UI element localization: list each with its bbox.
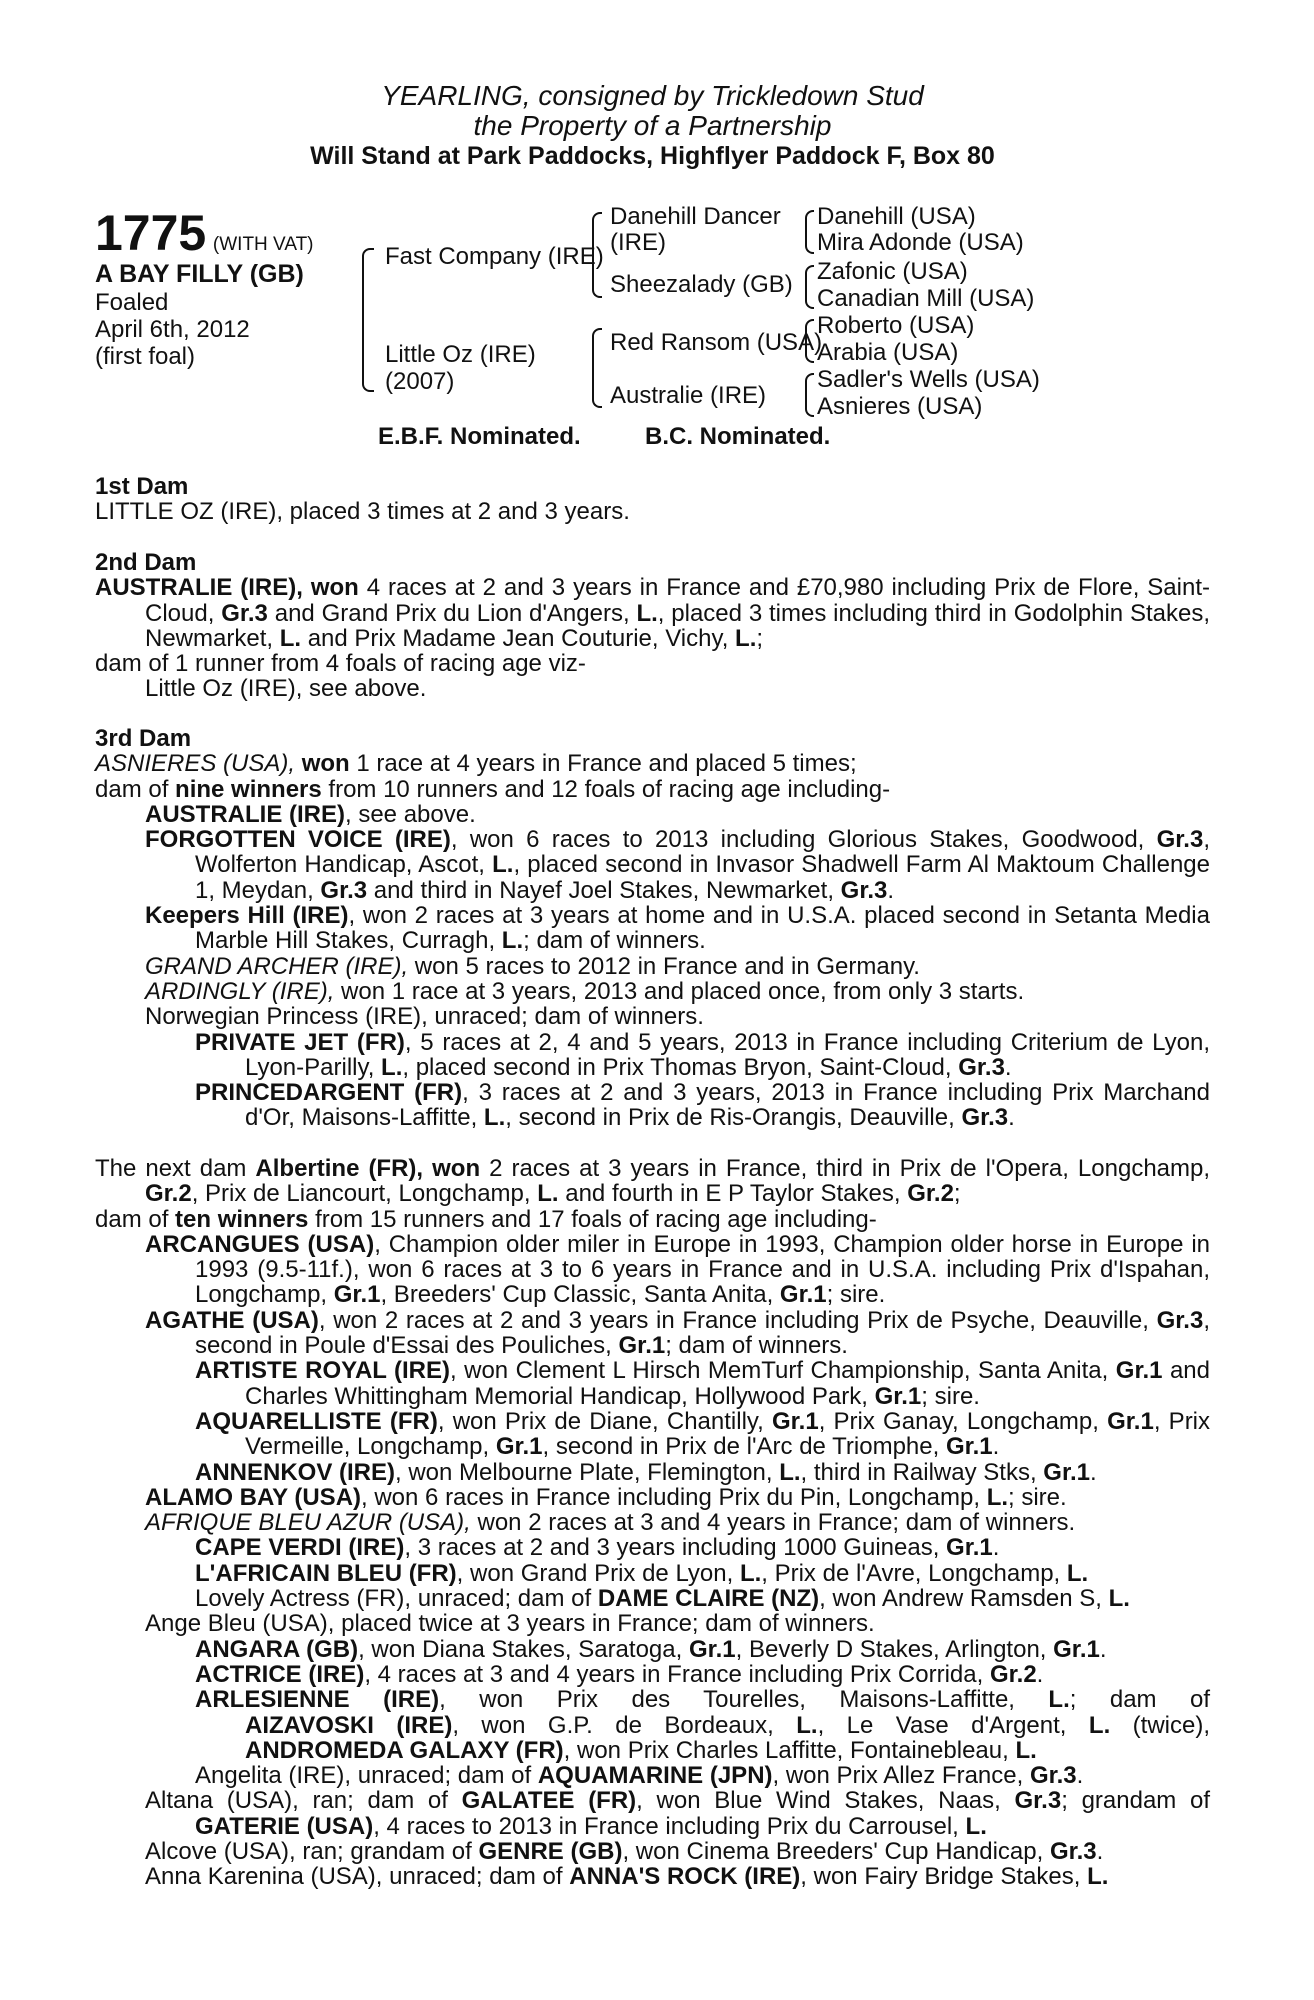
record-text: ; xyxy=(953,1180,961,1208)
listed-label: L. xyxy=(965,1812,987,1840)
record-text: . xyxy=(887,876,895,904)
foaled-date: April 6th, 2012 xyxy=(95,316,250,343)
record-text: , Breeders' Cup Classic, Santa Anita, xyxy=(380,1281,780,1309)
record-text: . xyxy=(992,1534,1000,1562)
dam-dam-name: Australie (IRE) xyxy=(610,382,767,409)
record-text: , see above. xyxy=(345,800,476,828)
record-text: , second in Poule d'Essai des Pouliches, xyxy=(195,1306,1210,1360)
lot-title: A BAY FILLY (GB) xyxy=(95,260,304,288)
listed-label: L. xyxy=(279,624,302,652)
record-text: , placed second in Invasor Shadwell Farm Al Maktoum Challenge 1, Meydan, xyxy=(195,851,1210,904)
grade-label: Gr.1 xyxy=(779,1281,827,1309)
produce-entry xyxy=(95,954,1210,979)
grade-label: Gr.1 xyxy=(1053,1635,1100,1663)
horse-name: DAME CLAIRE (NZ) xyxy=(597,1585,820,1613)
listed-label: L. xyxy=(739,1559,762,1587)
grade-label: Gr.1 xyxy=(1107,1407,1154,1435)
horse-name: AQUAMARINE (JPN) xyxy=(537,1762,773,1790)
second-dam-record xyxy=(95,575,1210,651)
record-text: , Prix de l'Avre, Longchamp, xyxy=(761,1559,1067,1587)
grade-label: Gr.3 xyxy=(961,1104,1009,1132)
listed-label: L. xyxy=(986,1483,1009,1511)
record-text: Angelita (IRE), unraced; dam of xyxy=(195,1762,538,1790)
produce-entry xyxy=(95,1713,1210,1738)
produce-entry xyxy=(95,1864,1210,1889)
record-text: ; sire. xyxy=(1008,1483,1067,1511)
pedigree-g2: Mira Adonde (USA) xyxy=(817,229,1024,256)
horse-name: ASNIERES (USA), xyxy=(95,750,296,778)
won-label: won xyxy=(310,574,359,602)
record-text: , 4 races to 2013 in France including Prix du Carrousel, xyxy=(373,1812,966,1840)
record-text: , 3 races at 2 and 3 years, 2013 in France including Prix Marchand d'Or, Maisons-Laffitte, xyxy=(245,1079,1210,1132)
produce-entry xyxy=(95,903,1210,954)
horse-name: ANGARA (GB) xyxy=(195,1635,359,1663)
dam-year: (2007) xyxy=(385,368,455,395)
pedigree-g5: Roberto (USA) xyxy=(817,312,975,339)
record-text: from 10 runners and 12 foals of racing age including- xyxy=(321,775,891,803)
horse-name: AFRIQUE BLEU AZUR (USA), xyxy=(145,1509,471,1537)
consignor-line: YEARLING, consigned by Trickledown Stud xyxy=(381,80,924,111)
third-dam-record xyxy=(95,751,1210,776)
listed-label: L. xyxy=(735,624,757,652)
horse-name: ANNENKOV (IRE) xyxy=(195,1458,396,1486)
produce-entry xyxy=(95,1738,1210,1763)
pedigree-g7: Sadler's Wells (USA) xyxy=(817,366,1040,393)
next-dam-produce xyxy=(95,1207,1210,1232)
grade-label: Gr.3 xyxy=(1156,826,1204,854)
dam-sire-name: Red Ransom (USA) xyxy=(610,329,823,356)
third-dam-produce xyxy=(95,777,1210,802)
produce-entry xyxy=(95,1510,1210,1535)
record-text: , won 6 races in France including Prix du Pin, Longchamp, xyxy=(361,1483,987,1511)
record-text: , won 6 races to 2013 including Glorious Stakes, Goodwood, xyxy=(450,826,1157,854)
pedigree-brace-dam xyxy=(592,328,602,408)
horse-name: ANDROMEDA GALAXY (FR) xyxy=(245,1736,564,1764)
grade-label: Gr.1 xyxy=(1115,1357,1163,1385)
produce-entry xyxy=(95,1409,1210,1460)
produce-entry xyxy=(95,802,1210,827)
first-dam-section xyxy=(95,474,1210,525)
record-text: , won Cinema Breeders' Cup Handicap, xyxy=(622,1838,1050,1866)
pedigree-brace-sire xyxy=(592,212,602,298)
record-text: , won 2 races at 3 years at home and in U.S.A. placed second in Setanta Media Marble Hill Stakes, Curragh, xyxy=(195,902,1210,955)
horse-name: FORGOTTEN VOICE (IRE) xyxy=(145,826,451,854)
record-text: , second in Prix de l'Arc de Triomphe, xyxy=(542,1433,946,1461)
second-dam-heading: 2nd Dam xyxy=(95,549,197,576)
second-dam-child: Little Oz (IRE), see above. xyxy=(145,675,427,703)
record-text: and Grand Prix du Lion d'Angers, xyxy=(267,599,637,627)
sire-sire-name: Danehill Dancer xyxy=(610,203,781,230)
first-foal-note: (first foal) xyxy=(95,343,196,370)
grade-label: Gr.3 xyxy=(1014,1787,1062,1815)
record-text: won 2 races at 3 and 4 years in France; dam of winners. xyxy=(470,1509,1076,1537)
grade-label: Gr.1 xyxy=(771,1407,819,1435)
grade-label: Gr.3 xyxy=(1029,1762,1077,1790)
horse-name: GALATEE (FR) xyxy=(461,1787,637,1815)
record-text: ; grandam of xyxy=(1061,1787,1211,1815)
pedigree-g3: Zafonic (USA) xyxy=(817,258,968,285)
record-text: , placed second in Prix Thomas Bryon, Saint-Cloud, xyxy=(402,1053,959,1081)
next-dam-record xyxy=(95,1156,1210,1207)
record-text: dam of xyxy=(95,1205,176,1233)
record-text: Alcove (USA), ran; grandam of xyxy=(145,1838,479,1866)
second-dam-section xyxy=(95,550,1210,702)
horse-name: CAPE VERDI (IRE) xyxy=(195,1534,405,1562)
record-text: and Prix Madame Jean Couturie, Vichy, xyxy=(301,624,736,652)
produce-entry xyxy=(95,1814,1210,1839)
horse-name: ALAMO BAY (USA) xyxy=(145,1483,362,1511)
horse-name: GENRE (GB) xyxy=(478,1838,623,1866)
property-line: the Property of a Partnership xyxy=(473,110,832,141)
produce-entry xyxy=(95,1080,1210,1131)
listed-label: L. xyxy=(1048,1686,1070,1714)
sire-name: Fast Company (IRE) xyxy=(385,243,604,270)
sire-sire-country: (IRE) xyxy=(610,229,666,256)
pedigree-brace-g1 xyxy=(805,210,814,254)
record-text: , Beverly D Stakes, Arlington, xyxy=(735,1635,1054,1663)
pedigree-g8: Asnieres (USA) xyxy=(817,393,983,420)
listed-label: L. xyxy=(1015,1736,1037,1764)
record-text: and fourth in E P Taylor Stakes, xyxy=(558,1180,908,1208)
won-label: won xyxy=(432,1155,481,1182)
pedigree-g6: Arabia (USA) xyxy=(817,339,959,366)
produce-entry xyxy=(95,1586,1210,1611)
produce-entry xyxy=(95,1839,1210,1864)
record-text: , won Fairy Bridge Stakes, xyxy=(800,1863,1088,1891)
listed-label: L. xyxy=(1087,1863,1109,1891)
produce-entry xyxy=(95,1232,1210,1308)
produce-entry xyxy=(95,1763,1210,1788)
record-text: and third in Nayef Joel Stakes, Newmarket, xyxy=(367,876,841,904)
grade-label: Gr.3 xyxy=(958,1053,1005,1081)
record-text: . xyxy=(1004,1053,1012,1081)
grade-label: Gr.3 xyxy=(320,876,368,904)
horse-name: ARDINGLY (IRE), xyxy=(145,977,335,1005)
grade-label: Gr.1 xyxy=(333,1281,381,1309)
horse-name: ARCANGUES (USA) xyxy=(145,1230,375,1258)
record-text: . xyxy=(1090,1458,1097,1486)
grade-label: Gr.1 xyxy=(1043,1458,1090,1486)
record-text: 2 races at 3 years in France, third in Prix de l'Opera, Longchamp, xyxy=(480,1155,1211,1182)
record-text: (twice), xyxy=(1110,1711,1211,1739)
grade-label: Gr.3 xyxy=(1049,1838,1097,1866)
listed-label: L. xyxy=(1108,1585,1130,1613)
record-text: . xyxy=(1096,1838,1104,1866)
horse-name: AQUARELLISTE (FR) xyxy=(195,1407,438,1435)
lot-number: 1775 xyxy=(95,205,207,261)
third-dam-heading: 3rd Dam xyxy=(95,725,192,752)
produce-entry xyxy=(95,1358,1210,1409)
record-text: , won Blue Wind Stakes, Naas, xyxy=(636,1787,1015,1815)
record-text: . xyxy=(1036,1660,1044,1688)
record-text: , won Grand Prix de Lyon, xyxy=(456,1559,740,1587)
horse-name: ANNA'S ROCK (IRE) xyxy=(569,1863,801,1891)
grade-label: Gr.1 xyxy=(688,1635,736,1663)
record-text: , Prix de Liancourt, Longchamp, xyxy=(191,1180,538,1208)
grade-label: Gr.3 xyxy=(1156,1306,1204,1334)
grade-label: Gr.3 xyxy=(840,876,888,904)
grade-label: Gr.3 xyxy=(221,599,268,627)
record-text: 4 races at 2 and 3 years in France and £70,980 including Prix de Flore, Saint-Cloud, xyxy=(145,574,1210,627)
listed-label: L. xyxy=(381,1053,403,1081)
record-text: ; dam of winners. xyxy=(523,927,706,955)
produce-entry: Norwegian Princess (IRE), unraced; dam of winners. xyxy=(145,1003,704,1031)
foaled-label: Foaled xyxy=(95,289,169,316)
horse-name: AUSTRALIE (IRE) xyxy=(145,800,345,828)
record-text: , won Andrew Ramsden S, xyxy=(819,1585,1109,1613)
record-text: , Prix Ganay, Longchamp, xyxy=(818,1407,1108,1435)
listed-label: L. xyxy=(796,1711,818,1739)
next-dam-section xyxy=(95,1156,1210,1890)
record-text: , won Prix de Diane, Chantilly, xyxy=(437,1407,772,1435)
horse-name: PRIVATE JET (FR) xyxy=(195,1028,405,1056)
pedigree-brace-g2 xyxy=(805,265,814,309)
record-text: ; dam of winners. xyxy=(665,1332,848,1360)
first-dam-text: LITTLE OZ (IRE), placed 3 times at 2 and 3 years. xyxy=(95,498,630,526)
sire-dam-name: Sheezalady (GB) xyxy=(610,271,793,298)
record-text: 1 race at 4 years in France and placed 5 times; xyxy=(349,750,857,778)
pedigree-brace-g3 xyxy=(805,319,814,363)
dam-name: Little Oz (IRE) xyxy=(385,341,536,368)
won-label: won xyxy=(301,750,350,778)
produce-entry xyxy=(95,1637,1210,1662)
record-text: . xyxy=(1099,1635,1107,1663)
record-text: , 3 races at 2 and 3 years including 1000 Guineas, xyxy=(404,1534,947,1562)
record-text: , won 2 races at 2 and 3 years in France including Prix de Psyche, Deauville, xyxy=(318,1306,1157,1334)
record-text: The next dam xyxy=(95,1155,256,1182)
record-text: from 15 runners and 17 foals of racing age including- xyxy=(308,1205,877,1233)
record-text: , placed 3 times including third in Godolphin Stakes, Newmarket, xyxy=(145,599,1210,652)
grade-label: Gr.1 xyxy=(874,1382,922,1410)
record-text: , Champion older miler in Europe in 1993, Champion older horse in Europe in 1993 (9.5-11f.), won 6 races at 3 to 6 years in France and in U.S.A. including Prix d'Ispahan, Longchamp, xyxy=(195,1230,1211,1309)
pedigree-brace-g4 xyxy=(805,373,814,417)
produce-entry xyxy=(95,1030,1210,1081)
record-text: , won G.P. de Bordeaux, xyxy=(452,1711,797,1739)
lot-number-line xyxy=(95,205,314,261)
record-text: ; dam of xyxy=(1069,1686,1210,1714)
horse-name: AIZAVOSKI (IRE) xyxy=(245,1711,453,1739)
record-text: and Charles Whittingham Memorial Handicap, Hollywood Park, xyxy=(245,1357,1211,1410)
horse-name: PRINCEDARGENT (FR) xyxy=(195,1079,463,1107)
grade-label: Gr.2 xyxy=(989,1660,1037,1688)
produce-entry: Ange Bleu (USA), placed twice at 3 years in France; dam of winners. xyxy=(145,1610,875,1638)
pedigree-g4: Canadian Mill (USA) xyxy=(817,285,1035,312)
listed-label: L. xyxy=(1088,1711,1111,1739)
bc-nominated: B.C. Nominated. xyxy=(645,423,831,450)
listed-label: L. xyxy=(1066,1559,1089,1587)
record-text: . xyxy=(1008,1104,1015,1132)
record-text: . xyxy=(992,1433,1000,1461)
winners-count: nine winners xyxy=(175,775,322,803)
grade-label: Gr.1 xyxy=(495,1433,543,1461)
produce-entry xyxy=(95,979,1210,1004)
produce-entry xyxy=(95,1460,1210,1485)
listed-label: L. xyxy=(636,599,658,627)
record-text: won 5 races to 2012 in France and in Germany. xyxy=(408,952,920,980)
second-dam-produce: dam of 1 runner from 4 foals of racing age viz- xyxy=(95,650,586,678)
horse-name: GRAND ARCHER (IRE), xyxy=(145,952,409,980)
record-text: Anna Karenina (USA), unraced; dam of xyxy=(145,1863,570,1891)
record-text: , won Clement L Hirsch MemTurf Championship, Santa Anita, xyxy=(449,1357,1116,1385)
produce-entry xyxy=(95,1687,1210,1712)
first-dam-heading: 1st Dam xyxy=(95,473,189,500)
horse-name: Albertine (FR), xyxy=(255,1155,424,1182)
record-text: , won Prix des Tourelles, Maisons-Laffitte, xyxy=(439,1686,1049,1714)
winners-count: ten winners xyxy=(175,1205,309,1233)
produce-entry xyxy=(95,1308,1210,1359)
listed-label: L. xyxy=(492,851,514,879)
horse-name: GATERIE (USA) xyxy=(195,1812,374,1840)
horse-name: ARTISTE ROYAL (IRE) xyxy=(195,1357,450,1385)
listed-label: L. xyxy=(483,1104,506,1132)
record-text: Altana (USA), ran; dam of xyxy=(145,1787,462,1815)
record-text: , 5 races at 2, 4 and 5 years, 2013 in France including Criterium de Lyon, Lyon-Parilly, xyxy=(245,1028,1211,1081)
produce-entry xyxy=(95,1535,1210,1560)
record-text: won 1 race at 3 years, 2013 and placed once, from only 3 starts. xyxy=(334,977,1025,1005)
record-text: , 4 races at 3 and 4 years in France including Prix Corrida, xyxy=(364,1660,990,1688)
record-text: . xyxy=(1076,1762,1084,1790)
record-text: , won Prix Charles Laffitte, Fontainebleau, xyxy=(563,1736,1016,1764)
ebf-nominated: E.B.F. Nominated. xyxy=(378,423,581,450)
record-text: dam of xyxy=(95,775,176,803)
grade-label: Gr.1 xyxy=(946,1534,993,1562)
record-text: , won Melbourne Plate, Flemington, xyxy=(395,1458,780,1486)
produce-entry xyxy=(95,1662,1210,1687)
produce-entry xyxy=(95,1788,1210,1813)
produce-entry xyxy=(95,1561,1210,1586)
listed-label: L. xyxy=(537,1180,559,1208)
record-text: , Prix Vermeille, Longchamp, xyxy=(245,1407,1211,1461)
record-text: , won Diana Stakes, Saratoga, xyxy=(358,1635,689,1663)
third-dam-section xyxy=(95,726,1210,1131)
stable-location: Will Stand at Park Paddocks, Highflyer Paddock F, Box 80 xyxy=(310,142,995,170)
record-text: ; xyxy=(756,624,764,652)
record-text: ; sire. xyxy=(826,1281,886,1309)
record-text: , Le Vase d'Argent, xyxy=(817,1711,1089,1739)
horse-name: AUSTRALIE (IRE), xyxy=(95,574,303,602)
horse-name: Keepers Hill (IRE) xyxy=(145,902,349,930)
record-text: , Wolferton Handicap, Ascot, xyxy=(195,826,1210,879)
record-text: Lovely Actress (FR), unraced; dam of xyxy=(195,1585,598,1613)
grade-label: Gr.1 xyxy=(945,1433,993,1461)
listed-label: L. xyxy=(501,927,524,955)
grade-label: Gr.2 xyxy=(907,1180,954,1208)
pedigree-g1: Danehill (USA) xyxy=(817,203,976,230)
produce-entry xyxy=(95,827,1210,903)
record-text: ; sire. xyxy=(921,1382,980,1410)
pedigree-brace-main xyxy=(362,248,374,392)
grade-label: Gr.1 xyxy=(618,1332,666,1360)
vat-note: (WITH VAT) xyxy=(212,234,314,255)
listed-label: L. xyxy=(779,1458,801,1486)
horse-name: ACTRICE (IRE) xyxy=(195,1660,365,1688)
produce-entry xyxy=(95,1485,1210,1510)
record-text: , second in Prix de Ris-Orangis, Deauville, xyxy=(505,1104,962,1132)
record-text: , third in Railway Stks, xyxy=(800,1458,1044,1486)
grade-label: Gr.2 xyxy=(145,1180,192,1208)
record-text: , won Prix Allez France, xyxy=(772,1762,1030,1790)
horse-name: ARLESIENNE (IRE) xyxy=(195,1686,440,1714)
horse-name: L'AFRICAIN BLEU (FR) xyxy=(195,1559,457,1587)
horse-name: AGATHE (USA) xyxy=(145,1306,319,1334)
